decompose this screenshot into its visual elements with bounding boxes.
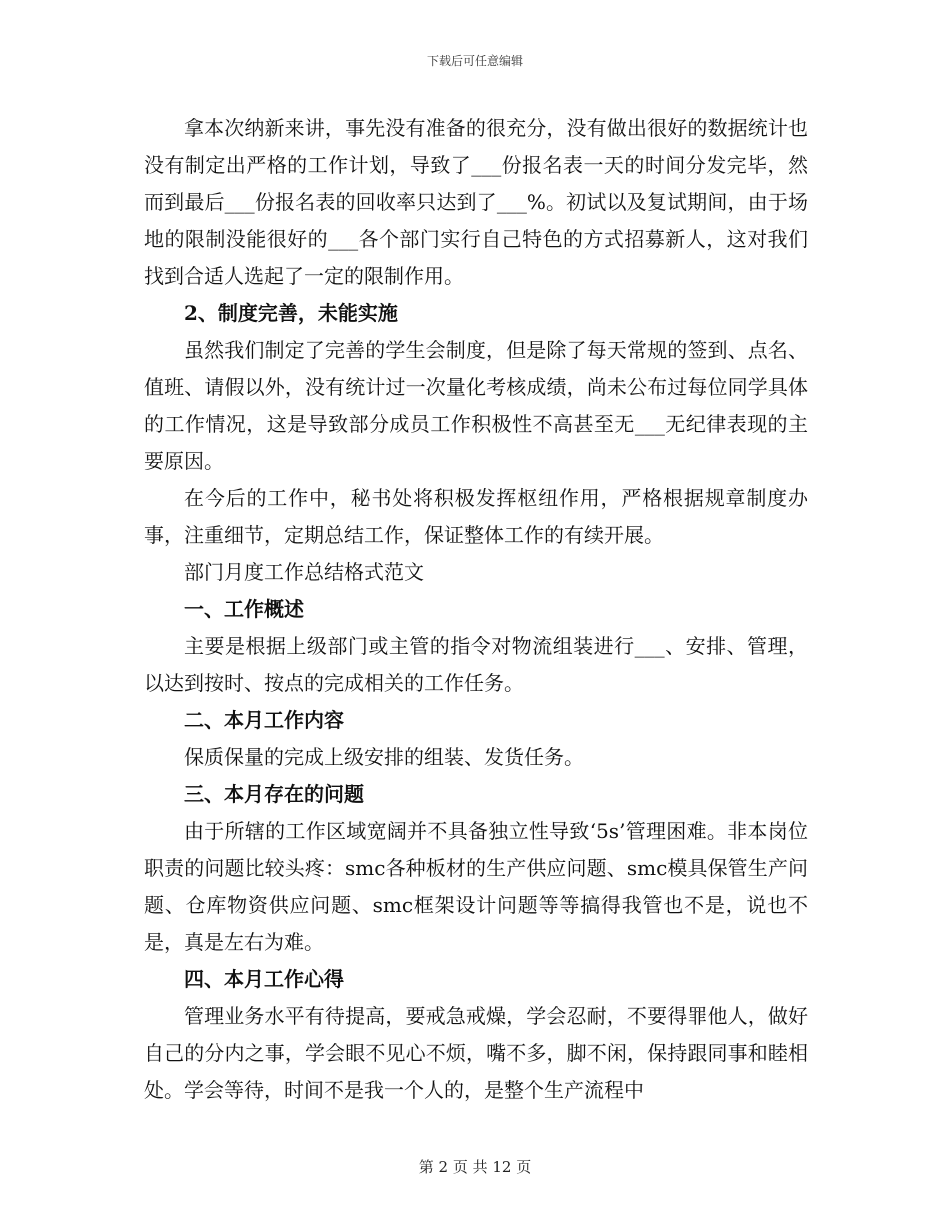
paragraph-monthly-insights: 管理业务水平有待提高，要戒急戒燥，学会忍耐，不要得罪他人，做好自己的分内之事，学会眼不见心不烦，嘴不多，脚不闲，保持跟同事和睦相处。学会等待，时间不是我一个人的，是整个生产流程中 [144,1004,808,1102]
paragraph-monthly-problems: 由于所辖的工作区域宽阔并不具备独立性导致‘5s’管理困难。非本岗位职责的问题比较头疼：smc各种板材的生产供应问题、smc模具保管生产问题、仓库物资供应问题、smc框架设计问题等等搞得我管也不是，说也不是，真是左右为难。 [144,819,808,954]
paragraph-work-overview: 主要是根据上级部门或主管的指令对物流组装进行___、安排、管理，以达到按时、按点的完成相关的工作任务。 [144,634,808,695]
page-footer: 第 2 页 共 12 页 [418,1158,532,1176]
heading-monthly-insights: 四、本月工作心得 [184,967,344,991]
paragraph-student-union-system: 虽然我们制定了完善的学生会制度，但是除了每天常规的签到、点名、值班、请假以外，没有统计过一次量化考核成绩，尚未公布过每位同学具体的工作情况，这是导致部分成员工作积极性不高甚至无___无纪律表现的主要原因。 [144,338,808,473]
heading-work-overview: 一、工作概述 [184,597,304,621]
heading-monthly-problems: 三、本月存在的问题 [184,782,364,806]
document-body [144,110,808,1109]
heading-monthly-content: 二、本月工作内容 [184,708,344,732]
heading-system-improvement: 2、制度完善，未能实施 [184,301,398,325]
paragraph-recruitment: 拿本次纳新来讲，事先没有准备的很充分，没有做出很好的数据统计也没有制定出严格的工作计划，导致了___份报名表一天的时间分发完毕，然而到最后___份报名表的回收率只达到了___%。初试以及复试期间，由于场地的限制没能很好的___各个部门实行自己特色的方式招募新人，这对我们找到合适人选起了一定的限制作用。 [144,116,808,288]
paragraph-template-title: 部门月度工作总结格式范文 [184,560,424,584]
paragraph-future-work: 在今后的工作中，秘书处将积极发挥枢纽作用，严格根据规章制度办事，注重细节，定期总结工作，保证整体工作的有续开展。 [144,486,808,547]
page-header: 下载后可任意编辑 [426,54,523,68]
paragraph-monthly-content: 保质保量的完成上级安排的组装、发货任务。 [184,745,584,769]
